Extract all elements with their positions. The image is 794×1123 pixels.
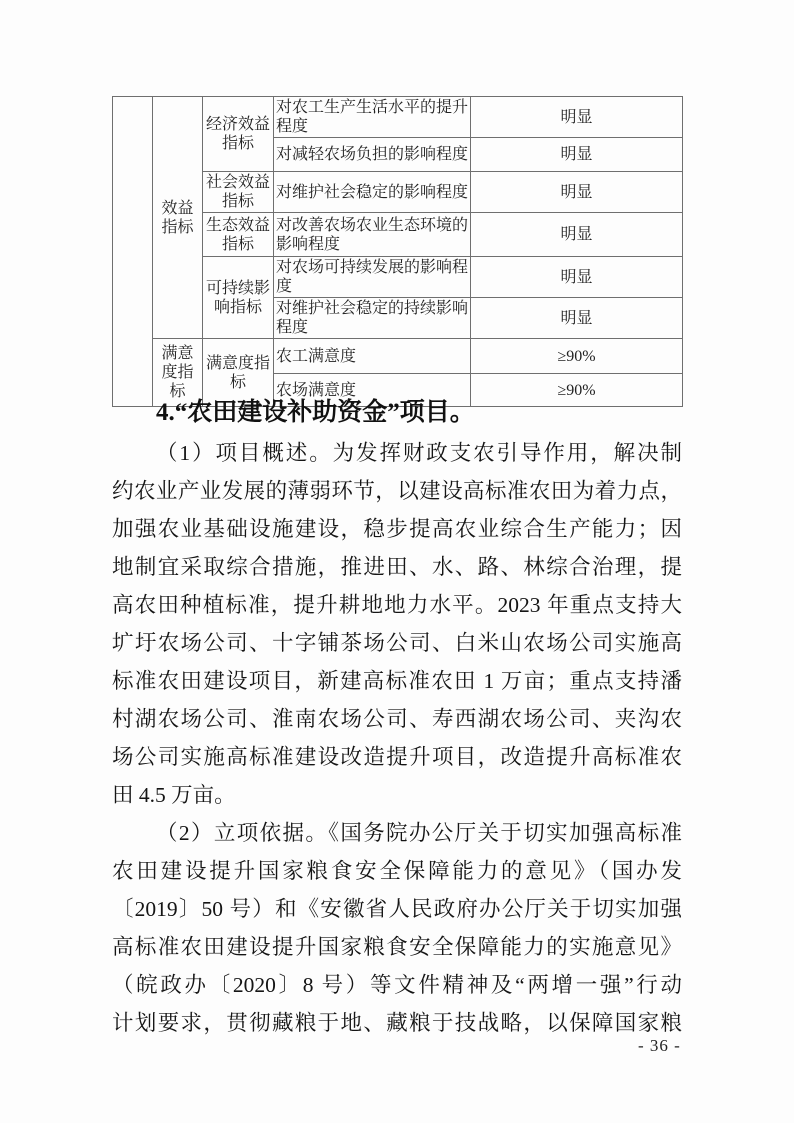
table-cell-indicator: 对改善农场农业生态环境的影响程度	[274, 213, 471, 257]
table-cell-value: 明显	[471, 138, 683, 172]
table-cell-value: 明显	[471, 97, 683, 138]
table-cell-indicator: 对维护社会稳定的影响程度	[274, 172, 471, 213]
paragraph-block	[112, 434, 682, 1042]
table-cell-value: ≥90%	[471, 374, 683, 407]
body-line: 圹圩农场公司、十字铺茶场公司、白米山农场公司实施高	[112, 631, 682, 655]
body-line: 地制宜采取综合措施，推进田、水、路、林综合治理，提	[112, 555, 682, 579]
body-line: 村湖农场公司、淮南农场公司、寿西湖农场公司、夹沟农	[112, 707, 682, 731]
body-line: 农田建设提升国家粮食安全保障能力的意见》（国办发	[112, 859, 682, 883]
table-cell-indicator: 对维护社会稳定的持续影响程度	[274, 298, 471, 339]
table-cell-indicator: 对农工生产生活水平的提升程度	[274, 97, 471, 138]
table-cell-spacer	[113, 97, 153, 407]
table-cell-subgroup-satisfaction: 满意度指标	[203, 339, 274, 407]
body-line: 加强农业基础设施建设，稳步提高农业综合生产能力；因	[112, 517, 682, 541]
table-cell-value: 明显	[471, 298, 683, 339]
body-line: 高标准农田建设提升国家粮食安全保障能力的实施意见》	[112, 935, 682, 959]
body-text	[112, 392, 682, 1042]
table-cell-indicator: 对农场可持续发展的影响程度	[274, 257, 471, 298]
table-row	[113, 97, 683, 138]
body-line: 高农田种植标准，提升耕地地力水平。2023 年重点支持大	[112, 593, 682, 617]
table-cell-indicator: 对减轻农场负担的影响程度	[274, 138, 471, 172]
table-cell-subgroup-ecological: 生态效益指标	[203, 213, 274, 257]
table-cell-subgroup-social: 社会效益指标	[203, 172, 274, 213]
body-line: 〔2019〕50 号）和《安徽省人民政府办公厅关于切实加强	[112, 897, 682, 921]
section-heading: 4.“农田建设补助资金”项目。	[156, 399, 475, 426]
table-cell-value: 明显	[471, 257, 683, 298]
table-cell-group-satisfaction: 满意度指标	[153, 339, 203, 407]
body-line: 标准农田建设项目，新建高标准农田 1 万亩；重点支持潘	[112, 669, 682, 693]
page-number: - 36 -	[638, 1036, 681, 1055]
performance-indicator-table	[112, 96, 683, 407]
table-cell-value: 明显	[471, 213, 683, 257]
body-line: 计划要求，贯彻藏粮于地、藏粮于技战略，以保障国家粮	[112, 1011, 682, 1035]
body-line: 田 4.5 万亩。	[112, 783, 236, 807]
table-cell-value: 明显	[471, 172, 683, 213]
table-cell-indicator: 农场满意度	[274, 374, 471, 407]
body-line: 约农业产业发展的薄弱环节，以建设高标准农田为着力点，	[112, 479, 682, 503]
table-cell-indicator: 农工满意度	[274, 339, 471, 374]
table-cell-subgroup-sustainable: 可持续影响指标	[203, 257, 274, 339]
table-row	[113, 339, 683, 374]
body-line: （2）立项依据。《国务院办公厅关于切实加强高标准	[156, 821, 682, 845]
table-cell-group-benefit: 效益指标	[153, 97, 203, 339]
body-line: 场公司实施高标准建设改造提升项目，改造提升高标准农	[112, 745, 682, 769]
table-cell-value: ≥90%	[471, 339, 683, 374]
body-line: （1）项目概述。为发挥财政支农引导作用，解决制	[156, 441, 682, 465]
table-cell-subgroup-economic: 经济效益指标	[203, 97, 274, 172]
body-line: （皖政办〔2020〕8 号）等文件精神及“两增一强”行动	[112, 973, 682, 997]
